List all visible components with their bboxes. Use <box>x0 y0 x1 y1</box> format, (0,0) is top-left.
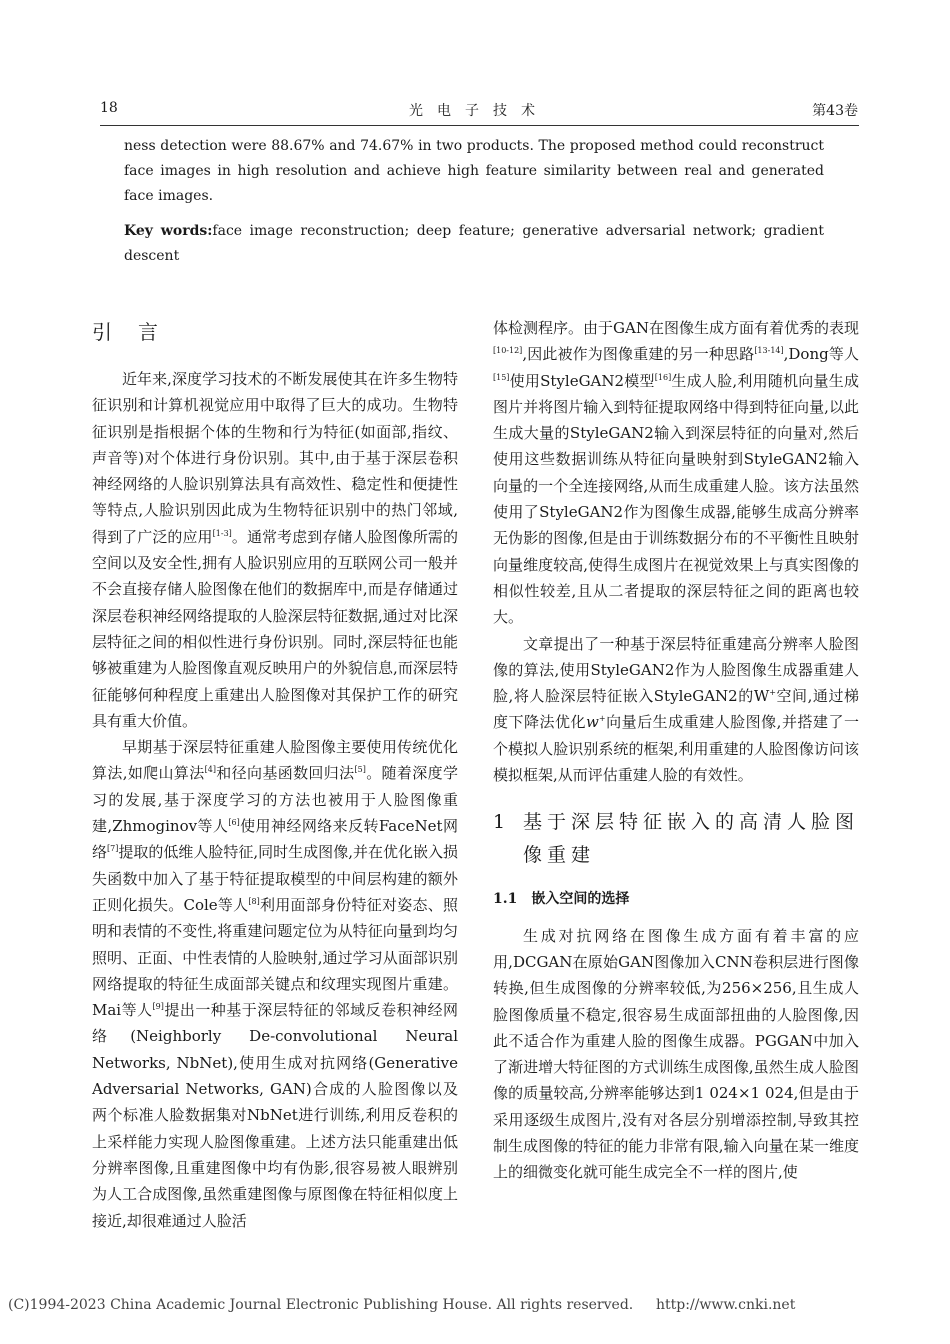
method-paragraph <box>493 631 859 789</box>
text-run: 文章提出了一种基于深层特征重建高分辨率人脸图像的算法,使用StyleGAN2作为人脸图像生成器重建人脸,将人脸深层特征嵌入StyleGAN2的W <box>493 634 859 706</box>
citation: [10-12] <box>493 346 523 356</box>
text-run: 近年来,深度学习技术的不断发展使其在许多生物特征识别和计算机视觉应用中取得了巨大的成功。生物特征识别是指根据个体的生物和行为特征(如面部,指纹、声音等)对个体进行身份识别。其中,由于基于深层卷积神经网络的人脸识别算法具有高效性、稳定性和便捷性等特点,人脸识别因此成为生物特征识别中的热门邻域,得到了广泛的应用 <box>92 370 458 546</box>
keywords <box>124 219 824 269</box>
intro-paragraph-1 <box>92 366 458 734</box>
citation: [8] <box>248 896 260 906</box>
citation: [1-3] <box>212 528 232 538</box>
text-run: 。随着深度学习的发展,基于深度学习的方法也被用于人脸图像重建,Zhmoginov等人 <box>92 764 458 836</box>
math-w: w <box>586 713 599 732</box>
citation: [16] <box>654 372 672 382</box>
section-number: 1 <box>493 811 511 834</box>
abstract-text: ness detection were 88.67% and 74.67% in two products. The proposed method could reconstruct face images in high resolution and achieve high feature similarity between real and generated face images. <box>124 138 824 204</box>
section-title: 基于深层特征嵌入的高清人脸图像重建 <box>523 811 860 867</box>
superscript: + <box>769 688 776 698</box>
keywords-text: face image reconstruction; deep feature; generative adversarial network; gradient descent <box>124 223 825 264</box>
continued-paragraph <box>493 315 859 631</box>
volume-label: 第43卷 <box>812 103 858 119</box>
right-column <box>493 315 859 1186</box>
text-run: 向量后生成重建人脸图像,并搭建了一个模拟人脸识别系统的框架,利用重建的人脸图像访问该模拟框架,从而评估重建人脸的有效性。 <box>493 713 859 785</box>
text-run: ,因此被作为图像重建的另一种思路 <box>522 345 755 364</box>
text-run: 早期基于深层特征重建人脸图像主要使用传统优化算法,如爬山算法 <box>92 738 458 783</box>
header-rule <box>100 125 859 126</box>
text-run: 。通常考虑到存储人脸图像所需的空间以及安全性,拥有人脸识别应用的互联网公司一般并不会直接存储人脸图像在他们的数据库中,而是存储通过深层卷积神经网络提取的人脸深层特征数据,通过对比深层特征之间的相似性进行身份识别。同时,深层特征也能够被重建为人脸图像直观反映用户的外貌信息,而深层特征能够何种程度上重建出人脸图像对其保护工作的研究具有重大价值。 <box>92 527 458 730</box>
text-run: ,Dong等人 <box>783 345 859 364</box>
text-run: 使用神经网络来反转FaceNet网络 <box>92 817 458 862</box>
intro-paragraph-2 <box>92 734 458 1234</box>
citation: [7] <box>107 844 119 854</box>
footer-url: http://www.cnki.net <box>656 1297 796 1313</box>
citation: [4] <box>204 765 216 775</box>
gan-paragraph: 生成对抗网络在图像生成方面有着丰富的应用,DCGAN在原始GAN图像加入CNN卷积层进行图像转换,但生成图像的分辨率较低,为256×256,且生成人脸图像质量不稳定,很容易生成面部扭曲的人脸图像,因此不适合作为重建人脸的图像生成器。PGGAN中加入了渐进增大特征图的方式训练生成图像,虽然生成人脸图像的质量较高,分辨率能够达到1 024×1 024,但是由于采用逐级生成图片,没有对各层分别增添控制,导致其控制生成图像的特征的能力非常有限,输入向量在某一维度上的细微变化就可能生成完全不一样的图片,使 <box>493 926 859 1182</box>
text-run: 使用StyleGAN2模型 <box>509 371 655 390</box>
abstract-tail <box>124 134 824 269</box>
page-header <box>100 100 858 126</box>
subsection-1-1-heading <box>493 886 859 912</box>
citation: [13-14] <box>754 346 784 356</box>
subsection-title: 嵌入空间的选择 <box>531 891 630 908</box>
text-run: 利用面部身份特征对姿态、照明和表情的不变性,将重建问题定位为从特征向量到均匀照明、正面、中性表情的人脸映射,通过学习从面部识别网络提取的特征生成面部关键点和纹理实现图片重建。Mai等人 <box>92 895 458 1020</box>
section-1-heading <box>493 806 859 872</box>
left-column <box>92 366 458 1234</box>
text-run: 和径向基函数回归法 <box>215 764 355 783</box>
text-run: 提出一种基于深层特征的邻域反卷积神经网络(Neighborly De-convolutional Neural Networks, NbNet),使用生成对抗网络(Generative Adversarial Networks, GAN)合成的人脸图像以及两个标准人脸数据集对NbNet进行训练,利用反卷积的上采样能力实现人脸图像重建。上述方法只能重建出低分辨率图像,且重建图像中均有伪影,很容易被人眼辨别为人工合成图像,虽然重建图像与原图像在特征相似度上接近,却很难通过人脸活 <box>92 1001 458 1230</box>
intro-heading: 引言 <box>92 320 184 344</box>
citation: [9] <box>152 1002 164 1012</box>
citation: [6] <box>228 818 240 828</box>
text-run: 生成人脸,利用随机向量生成图片并将图片输入到特征提取网络中得到特征向量,以此生成大量的StyleGAN2输入到深层特征的向量对,然后使用这些数据训练从特征向量映射到StyleGAN2输入向量的一个全连接网络,从而生成重建人脸。该方法虽然使用了StyleGAN2作为图像生成器,能够生成高分辨率无伪影的图像,但是由于训练数据分布的不平衡性且映射向量维度较高,使得生成图片在视觉效果上与真实图像的相似性较差,且从二者提取的深层特征之间的距离也较大。 <box>493 371 859 627</box>
text-run: 体检测程序。由于GAN在图像生成方面有着优秀的表现 <box>493 319 859 337</box>
subsection-number: 1.1 <box>493 891 518 908</box>
citation: [5] <box>354 765 366 775</box>
keywords-label: Key words: <box>124 223 213 239</box>
citation: [15] <box>493 372 510 382</box>
text-run: 空间,通过梯度下降法优化 <box>493 687 859 732</box>
journal-title: 光电子技术 <box>409 103 549 119</box>
page-number: 18 <box>100 100 118 116</box>
copyright-notice: (C)1994-2023 China Academic Journal Electronic Publishing House. All rights reserved. <box>8 1297 634 1313</box>
superscript: + <box>598 714 606 724</box>
text-run: 提取的低维人脸特征,同时生成图像,并在优化嵌入损失函数中加入了基于特征提取模型的中间层构建的额外正则化损失。Cole等人 <box>92 843 458 914</box>
